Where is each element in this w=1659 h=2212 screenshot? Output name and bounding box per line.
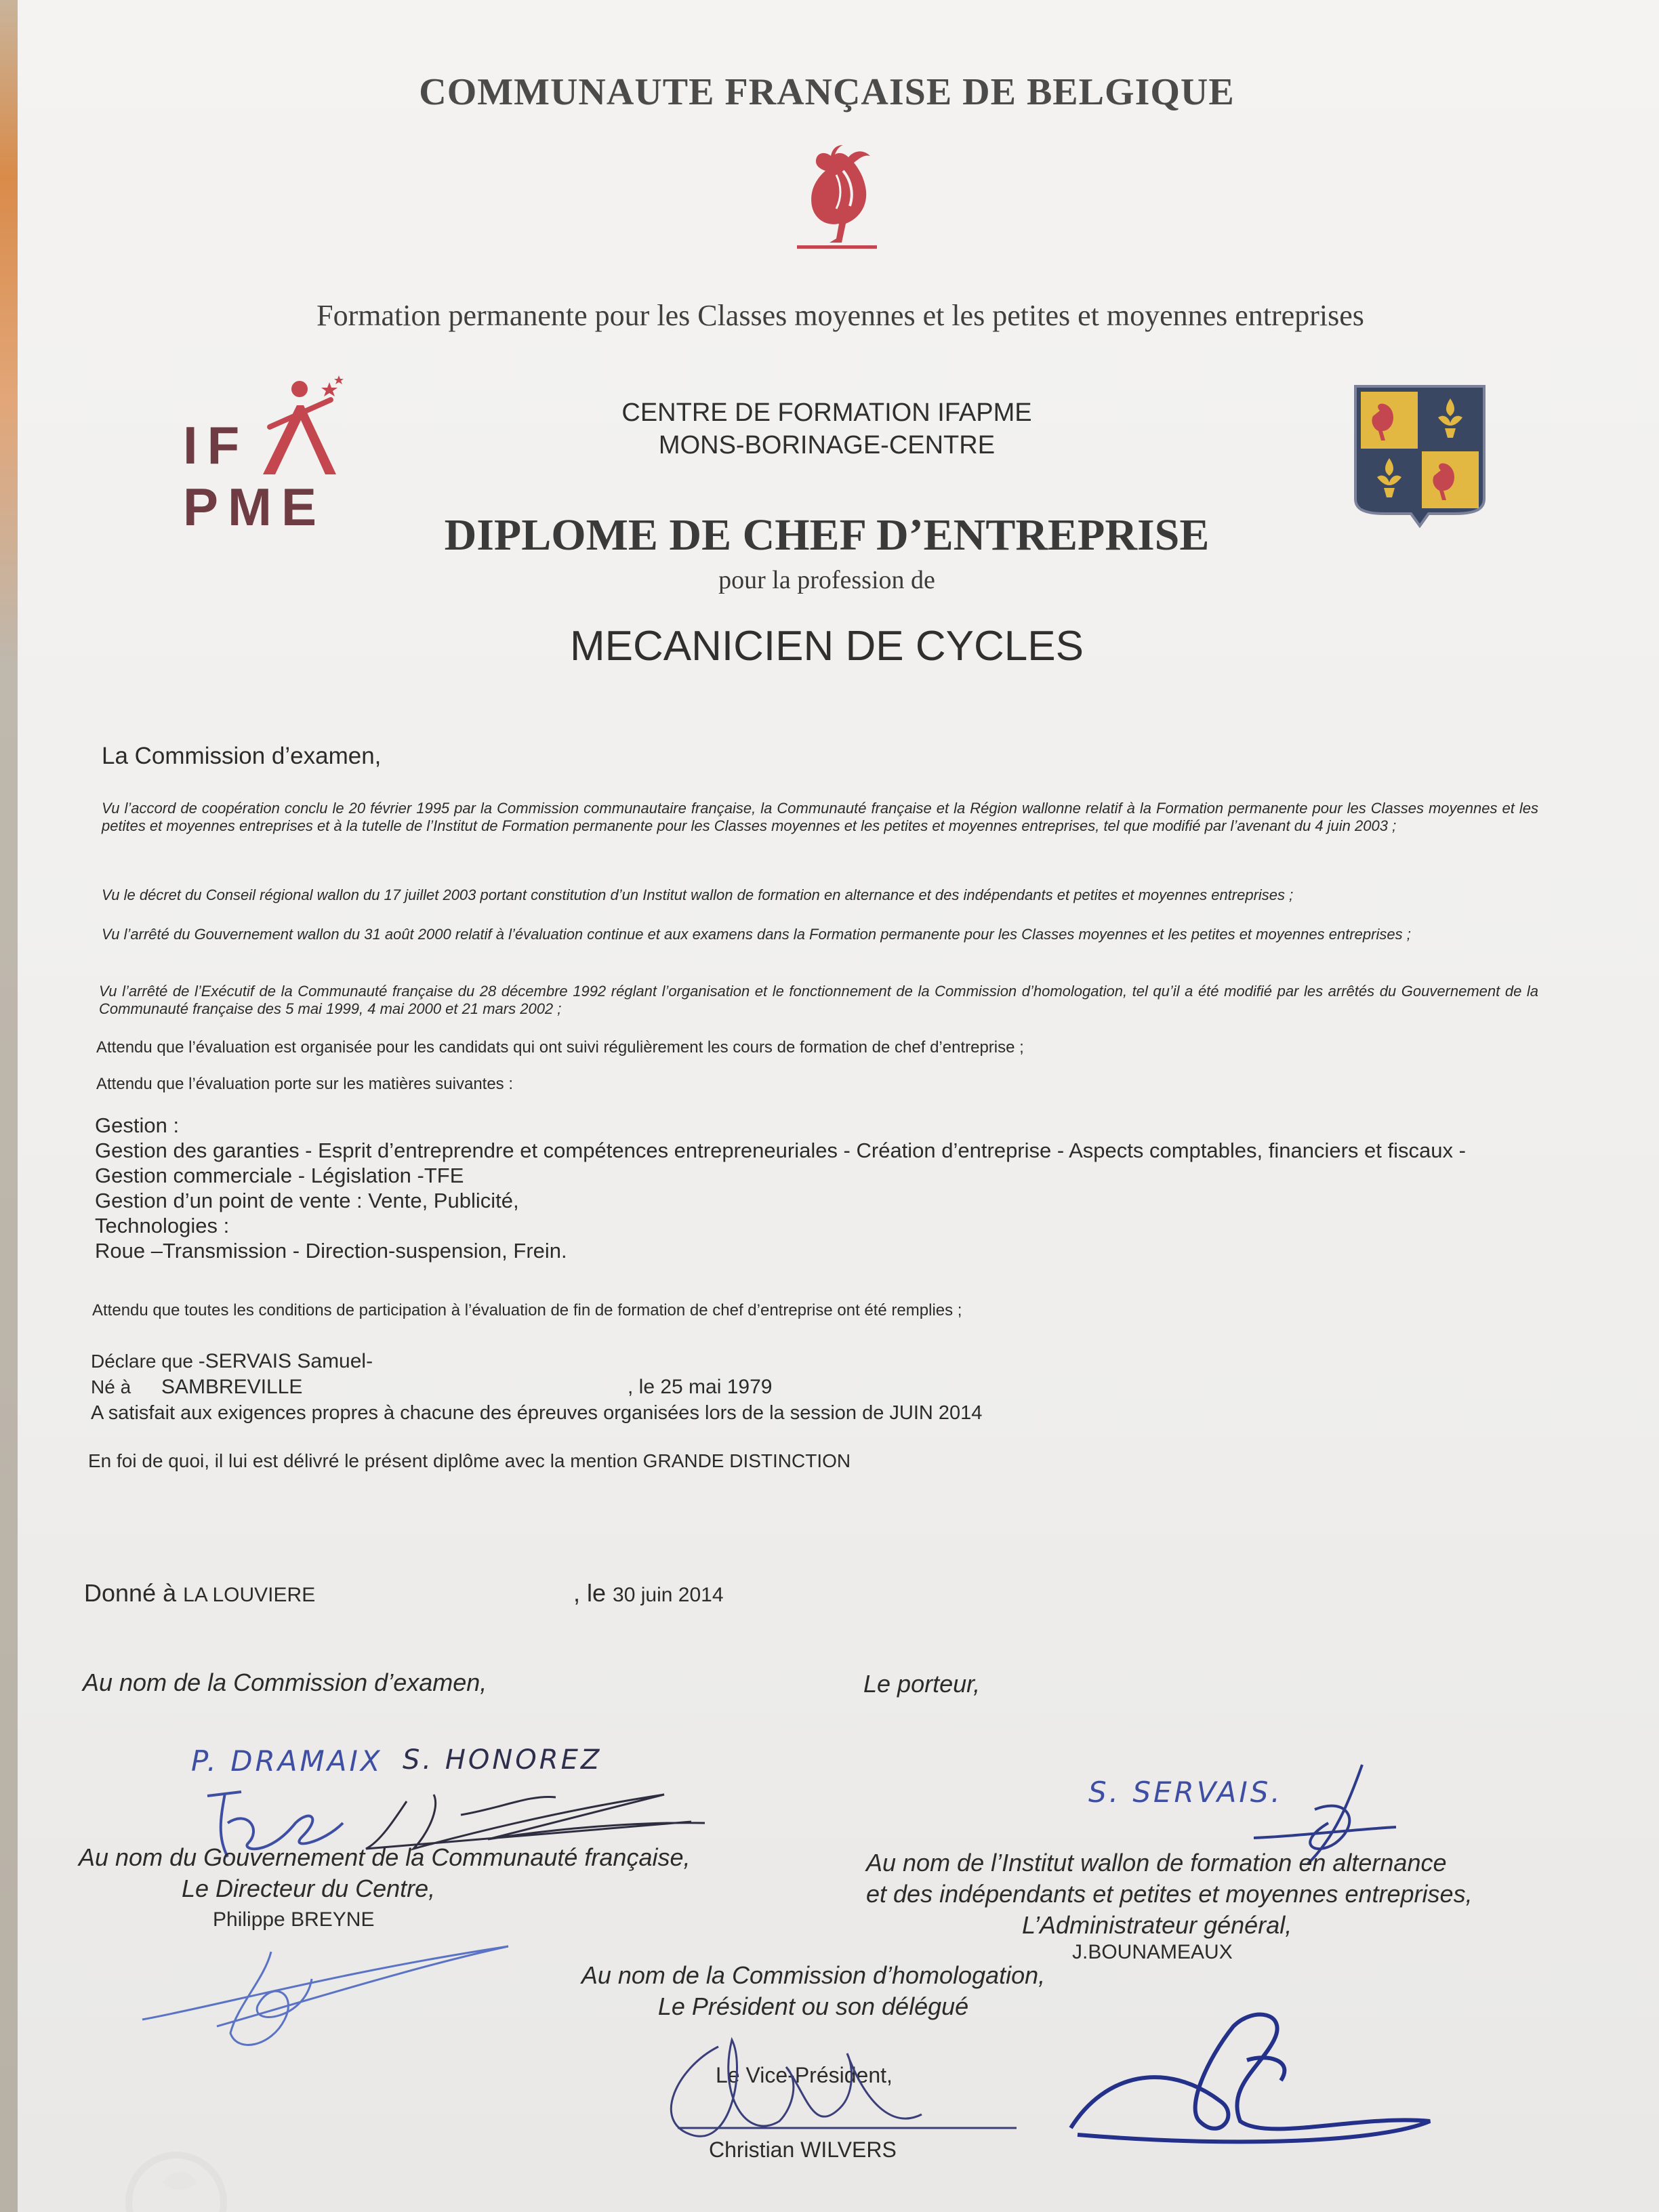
vu-paragraph-1: Vu l’accord de coopération conclu le 20 février 1995 par la Commission communautaire française, la Communauté française et la Région wallonne relatif à la Formation permanente pour les Classes moyennes et les petites et moyennes entreprises et à la tutelle de l’Institut de Formation permanente pour les Classes moyennes et les petites et moyennes entreprises, tel que modifié par l’avenant du 4 juin 2003 ; bbox=[102, 800, 1538, 834]
subject-line: Gestion d’un point de vente : Vente, Publicité, bbox=[95, 1189, 519, 1212]
signature-president-scribble bbox=[1064, 1992, 1443, 2155]
signature-wilvers-scribble bbox=[651, 2026, 1030, 2162]
birthplace: SAMBREVILLE bbox=[161, 1376, 303, 1398]
delivered-line bbox=[88, 1450, 851, 1472]
issued-date-line bbox=[573, 1579, 724, 1607]
ifapme-logo bbox=[183, 373, 454, 537]
birth-line bbox=[91, 1374, 982, 1400]
commission-signature-heading: Au nom de la Commission d’examen, bbox=[83, 1668, 487, 1696]
vu-paragraph-3: Vu l’arrêté du Gouvernement wallon du 31 août 2000 relatif à l’évaluation continue et aux examens dans la Formation permanente pour les Classes moyennes et les petites et moyennes entreprises ; bbox=[102, 926, 1411, 943]
header-country: COMMUNAUTE FRANÇAISE DE BELGIQUE bbox=[419, 71, 1235, 113]
handwritten-name-dramaix: P. DRAMAIX bbox=[191, 1744, 383, 1778]
birthdate: , le 25 mai 1979 bbox=[628, 1376, 773, 1398]
born-prefix: Né à bbox=[91, 1376, 131, 1397]
mention: GRANDE DISTINCTION bbox=[642, 1450, 851, 1471]
subject-line: Technologies : bbox=[95, 1214, 230, 1237]
hom-line-2: Le Président ou son délégué bbox=[657, 1992, 969, 2020]
header-subtitle: Formation permanente pour les Classes moyennes et les petites et moyennes entreprises bbox=[316, 299, 1364, 332]
commission-heading: La Commission d’examen, bbox=[102, 743, 382, 769]
hom-line-1: Au nom de la Commission d’homologation, bbox=[581, 1961, 1046, 1989]
declare-prefix: Déclare que bbox=[91, 1351, 199, 1372]
centre-line-2: MONS-BORINAGE-CENTRE bbox=[658, 431, 996, 459]
candidate-name: -SERVAIS Samuel- bbox=[198, 1350, 373, 1372]
handwritten-name-honorez: S. HONOREZ bbox=[403, 1744, 602, 1776]
gov-line-2: Le Directeur du Centre, bbox=[182, 1875, 436, 1902]
handwritten-name-servais: S. SERVAIS. bbox=[1088, 1776, 1283, 1809]
subject-line: Roue –Transmission - Direction-suspension, Frein. bbox=[95, 1239, 567, 1263]
delivered-prefix: En foi de quoi, il lui est délivré le présent diplôme avec la mention bbox=[88, 1450, 643, 1471]
attendu-2: Attendu que l’évaluation porte sur les matières suivantes : bbox=[96, 1075, 514, 1093]
diploma-profession: MECANICIEN DE CYCLES bbox=[570, 623, 1084, 670]
declaration bbox=[91, 1349, 982, 1426]
embossed-seal bbox=[122, 2142, 230, 2212]
institute-signatory bbox=[866, 1847, 1544, 1941]
vu-paragraph-2: Vu le décret du Conseil régional wallon du 17 juillet 2003 portant constitution d’un Institut wallon de formation en alternance et des indépendants et petites et moyennes entreprises ; bbox=[102, 886, 1294, 903]
attendu-1: Attendu que l’évaluation est organisée pour les candidats qui ont suivi régulièrement les cours de formation de chef d’entreprise ; bbox=[96, 1038, 1024, 1057]
inst-line-2: et des indépendants et petites et moyennes entreprises, bbox=[866, 1880, 1473, 1908]
inst-line-3: L’Administrateur général, bbox=[1022, 1911, 1292, 1939]
diploma-title: DIPLOME DE CHEF D’ENTREPRISE bbox=[444, 510, 1210, 560]
inst-name: J.BOUNAMEAUX bbox=[1072, 1941, 1233, 1963]
given-prefix: Donné à bbox=[84, 1579, 184, 1607]
declare-line bbox=[91, 1349, 982, 1374]
diploma-for-profession: pour la profession de bbox=[718, 566, 935, 594]
bearer-heading: Le porteur, bbox=[863, 1670, 981, 1698]
attendu-3: Attendu que toutes les conditions de participation à l’évaluation de fin de formation de chef d’entreprise ont été remplies ; bbox=[92, 1301, 962, 1319]
government-signatory bbox=[79, 1842, 770, 1904]
issued-place: LA LOUVIERE bbox=[183, 1584, 316, 1606]
date-prefix: , le bbox=[573, 1579, 613, 1607]
centre-line-1: CENTRE DE FORMATION IFAPME bbox=[621, 398, 1032, 427]
rooster-emblem-icon bbox=[789, 144, 884, 252]
vice-president-name: Christian WILVERS bbox=[709, 2137, 897, 2162]
subject-line: Gestion commerciale - Législation -TFE bbox=[95, 1164, 464, 1187]
gov-line-1: Au nom du Gouvernement de la Communauté française, bbox=[79, 1843, 691, 1871]
vice-president-title: Le Vice-Président, bbox=[716, 2063, 893, 2087]
gov-name: Philippe BREYNE bbox=[213, 1908, 375, 1931]
subjects-list bbox=[95, 1113, 1545, 1263]
ifapme-wordmark: IFPME bbox=[183, 415, 327, 537]
wallonia-shield-icon bbox=[1353, 384, 1487, 529]
centre-name bbox=[515, 396, 1139, 462]
satisfied-line: A satisfait aux exigences propres à chacune des épreuves organisées lors de la session de JUIN 2014 bbox=[91, 1402, 983, 1424]
subject-line: Gestion des garanties - Esprit d’entreprendre et compétences entrepreneuriales - Création d’entreprise - Aspects comptables, financiers et fiscaux - bbox=[95, 1139, 1466, 1162]
subject-line: Gestion : bbox=[95, 1113, 180, 1137]
inst-line-1: Au nom de l’Institut wallon de formation en alternance bbox=[866, 1849, 1447, 1877]
issued-place-line bbox=[84, 1579, 315, 1607]
homologation-signatory bbox=[515, 1960, 1111, 2022]
issued-date: 30 juin 2014 bbox=[613, 1584, 724, 1606]
signature-breyne-scribble bbox=[136, 1938, 515, 2060]
vu-paragraph-4: Vu l’arrêté de l’Exécutif de la Communauté française du 28 décembre 1992 réglant l’organisation et le fonctionnement de la Commission d’homologation, tel qu’il a été modifié par les arrêtés du Gouvernement de la Communauté française des 5 mai 1999, 4 mai 2000 et 21 mars 2002 ; bbox=[99, 983, 1538, 1017]
